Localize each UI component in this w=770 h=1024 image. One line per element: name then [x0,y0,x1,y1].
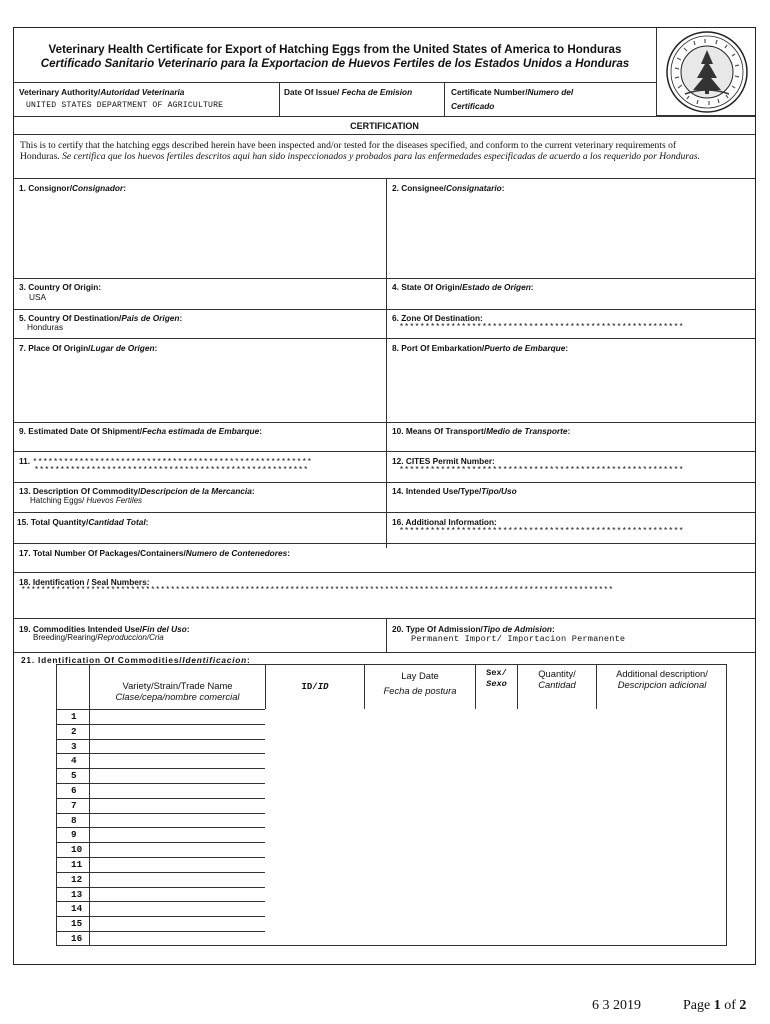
field-admission-type-label: 20. Type Of Admission/Tipo de Admision: [392,624,555,634]
field-consignor-label: 1. Consignor/Consignador: [19,183,126,193]
field-commodities-use-value: Breeding/Rearing/Reproduccion/Cria [33,633,164,642]
footer-date: 6 3 2019 [592,998,641,1013]
field-state-origin-label: 4. State Of Origin/Estado de Origen: [392,282,534,292]
field-shipment-date-label: 9. Estimated Date Of Shipment/Fecha estimada de Embarque: [19,426,262,436]
col-lay-date-header: Lay Date Fecha de postura [383,670,457,696]
field-additional-info-value: ******************************************************* [399,527,684,536]
table-row-divider [57,813,265,814]
table-row-number: 2 [71,725,77,737]
footer-page-number: Page 1 of 2 [683,998,747,1013]
field-11-label: 11. ****************************************************** [19,456,313,467]
cert-number-label-2: Certificado [451,101,495,111]
table-row-number: 7 [71,799,77,811]
field-seal-numbers-value: *********************************************************************************************************************** [21,587,614,595]
field-consignee-label: 2. Consignee/Consignatario: [392,183,505,193]
field-zone-destination-label: 6. Zone Of Destination: [392,313,483,323]
col-variety-header: Variety/Strain/Trade Name Clase/cepa/nombre comercial [115,680,240,702]
table-row-divider [57,827,265,828]
usda-seal-icon [656,28,755,116]
field-means-transport-label: 10. Means Of Transport/Medio de Transporte: [392,426,571,436]
field-admission-type-value: Permanent Import/ Importacion Permanente [411,634,626,644]
authority-label: Veterinary Authority/Autoridad Veterinaria [19,87,185,97]
certification-text: This is to certify that the hatching eggs described herein have been inspected and/or tested for the diseases specified, and conform to the current veterinary requirements of Honduras. Se certifica que los huevos fertiles descritos aqui han sido inspeccionados y probados para las enfermedades especificadas de acuerdo a los requerido por Honduras. [20,140,701,163]
field-place-origin-label: 7. Place Of Origin/Lugar de Origen: [19,343,158,353]
table-row-number: 11 [71,859,83,870]
field-commodities-use-label: 19. Commodities Intended Use/Fin del Uso: [19,624,190,634]
col-quantity-header: Quantity/ Cantidad [538,668,576,690]
table-row-number: 4 [71,755,77,767]
table-row-number: 10 [71,844,83,856]
table-row-number: 12 [71,873,83,885]
table-row-divider [57,842,265,843]
field-intended-use-type-label: 14. Intended Use/Type/Tipo/Uso [392,486,517,496]
field-identification-label: 21. Identification Of Commodities/Identificacion: [21,655,251,665]
date-issue-label: Date Of Issue/ Fecha de Emision [284,87,413,97]
table-row-divider [57,753,265,754]
table-row-divider [57,916,265,917]
field-country-origin-value: USA [29,292,47,302]
table-row-divider [57,857,265,858]
title-english: Veterinary Health Certificate for Export of Hatching Eggs from the United States of America to Honduras [48,43,622,56]
field-commodity-description-label: 13. Description Of Commodity/Descripcion de la Mercancia: [19,486,255,496]
field-cites-permit-value: ******************************************************* [399,466,684,475]
field-country-origin-label: 3. Country Of Origin: [19,282,102,292]
table-row-divider [57,798,265,799]
table-row-divider [57,768,265,769]
field-zone-destination-value: ******************************************************* [399,323,684,332]
col-id-header: ID/ID [301,682,329,692]
table-row-number: 13 [71,888,83,900]
certificate-page [13,27,756,965]
field-commodity-description-value: Hatching Eggs/ Huevos Fertiles [30,496,143,505]
certification-heading: CERTIFICATION [350,121,419,131]
field-cites-permit-label: 12. CITES Permit Number: [392,456,495,466]
table-row-number: 5 [71,770,77,782]
field-country-destination-value: Honduras [27,322,63,332]
table-row-number: 3 [71,740,77,752]
table-row-divider [57,887,265,888]
field-seal-numbers-label: 18. Identification / Seal Numbers: [19,577,150,587]
field-total-packages-label: 17. Total Number Of Packages/Containers/Numero de Contenedores: [19,548,290,558]
table-row-divider [57,901,265,902]
authority-value: UNITED STATES DEPARTMENT OF AGRICULTURE [26,101,224,110]
cert-number-label: Certificate Number/Numero del [451,87,574,97]
table-row-number: 15 [71,918,83,930]
table-row-number: 1 [71,711,77,722]
table-row-divider [57,739,265,740]
field-additional-info-label: 16. Additional Information: [392,517,497,527]
field-11-value: ***************************************************** [34,466,309,475]
table-row-divider [57,724,265,725]
field-country-destination-label: 5. Country Of Destination/Pais de Origen: [19,313,183,323]
table-row-divider [57,783,265,784]
col-sex-header: Sex/ Sexo [486,668,507,689]
field-port-embarkation-label: 8. Port Of Embarkation/Puerto de Embarque: [392,343,569,353]
table-row-divider [57,872,265,873]
table-row-number: 9 [71,829,77,841]
table-row-number: 8 [71,814,77,826]
table-row-number: 16 [71,933,83,944]
title-spanish: Certificado Sanitario Veterinario para la Exportacion de Huevos Fertiles de los Estados Unidos a Honduras [40,57,630,70]
table-row-number: 6 [71,785,77,796]
commodities-table [56,664,727,946]
col-additional-header: Additional description/ Descripcion adicional [616,668,708,690]
table-row-number: 14 [71,903,83,915]
field-total-quantity-label: 15. Total Quantity/Cantidad Total: [17,517,149,527]
table-row-divider [57,931,265,932]
